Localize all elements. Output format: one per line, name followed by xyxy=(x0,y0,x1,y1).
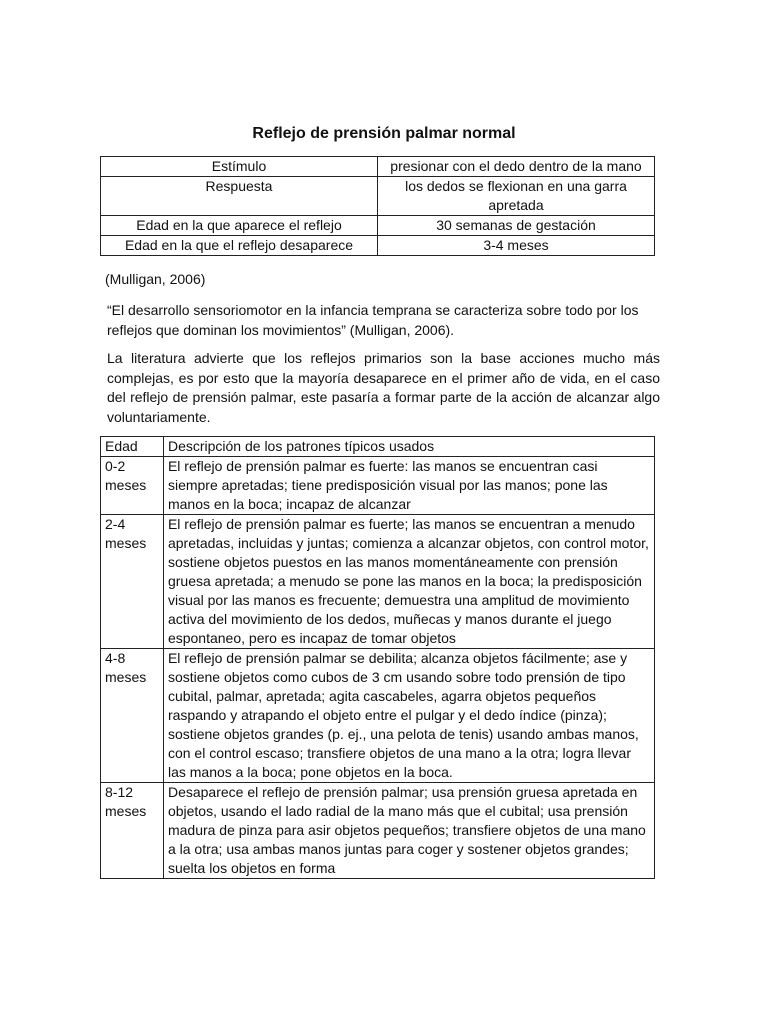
table-row xyxy=(101,457,655,515)
table-row xyxy=(101,515,655,649)
header-age: Edad xyxy=(101,437,164,457)
table-row xyxy=(101,157,655,177)
table-cell-label: Respuesta xyxy=(101,177,378,216)
cell-age: 8-12 meses xyxy=(101,783,164,879)
document-title: Reflejo de prensión palmar normal xyxy=(252,125,516,142)
table-row xyxy=(101,216,655,236)
table-row xyxy=(101,649,655,783)
header-description: Descripción de los patrones típicos usados xyxy=(163,437,654,457)
cell-age: 4-8 meses xyxy=(101,649,164,783)
table-cell-value: presionar con el dedo dentro de la mano xyxy=(378,157,655,177)
table-cell-value: 30 semanas de gestación xyxy=(378,216,655,236)
cell-description: El reflejo de prensión palmar es fuerte; las manos se encuentran a menudo apretadas, incluidas y juntas; comienza a alcanzar objetos, con control motor, sostiene objetos puestos en las manos momentáneamente con prensión gruesa apretada; a menudo se pone las manos en la boca; la predisposición visual por las manos es frecuente; demuestra una amplitud de movimiento activa del movimiento de los dedos, muñecas y manos durante el juego espontaneo, pero es incapaz de tomar objetos xyxy=(163,515,654,649)
table-cell-value: 3-4 meses xyxy=(378,236,655,256)
table-row xyxy=(101,177,655,216)
cell-description: Desaparece el reflejo de prensión palmar; usa prensión gruesa apretada en objetos, usando el lado radial de la mano más que el cubital; usa prensión madura de pinza para asir objetos pequeños; transfiere objetos de una mano a la otra; usa ambas manos juntas para coger y sostener objetos grandes; suelta los objetos en forma xyxy=(163,783,654,879)
table-row xyxy=(101,783,655,879)
citation: (Mulligan, 2006) xyxy=(105,271,206,287)
body-paragraph: La literatura advierte que los reflejos primarios son la base acciones mucho más complejas, es por esto que la mayoría desaparece en el primer año de vida, en el caso del reflejo de prensión palmar, este pasaría a formar parte de la acción de alcanzar algo voluntariamente. xyxy=(107,350,660,425)
cell-description: El reflejo de prensión palmar se debilita; alcanza objetos fácilmente; ase y sostiene objetos como cubos de 3 cm usando sobre todo prensión de tipo cubital, palmar, apretada; agita cascabeles, agarra objetos pequeños raspando y atrapando el objeto entre el pulgar y el dedo índice (pinza); sostiene objetos grandes (p. ej., una pelota de tenis) usando ambas manos, con el control escaso; transfiere objetos de una mano a la otra; logra llevar las manos a la boca; pone objetos en la boca. xyxy=(163,649,654,783)
cell-description: El reflejo de prensión palmar es fuerte: las manos se encuentran casi siempre apretadas; tiene predisposición visual por las manos; pone las manos en la boca; incapaz de alcanzar xyxy=(163,457,654,515)
cell-age: 0-2 meses xyxy=(101,457,164,515)
quote-paragraph: “El desarrollo sensoriomotor en la infancia temprana se caracteriza sobre todo por los reflejos que dominan los movimientos” (Mulligan, 2006). xyxy=(107,302,639,338)
reflex-table xyxy=(100,156,655,256)
table-row xyxy=(101,236,655,256)
table-header-row xyxy=(101,437,655,457)
table-cell-label: Estímulo xyxy=(101,157,378,177)
table-cell-label: Edad en la que aparece el reflejo xyxy=(101,216,378,236)
table-cell-label: Edad en la que el reflejo desaparece xyxy=(101,236,378,256)
table-cell-value: los dedos se flexionan en una garra apretada xyxy=(378,177,655,216)
cell-age: 2-4 meses xyxy=(101,515,164,649)
patterns-table xyxy=(100,436,655,879)
